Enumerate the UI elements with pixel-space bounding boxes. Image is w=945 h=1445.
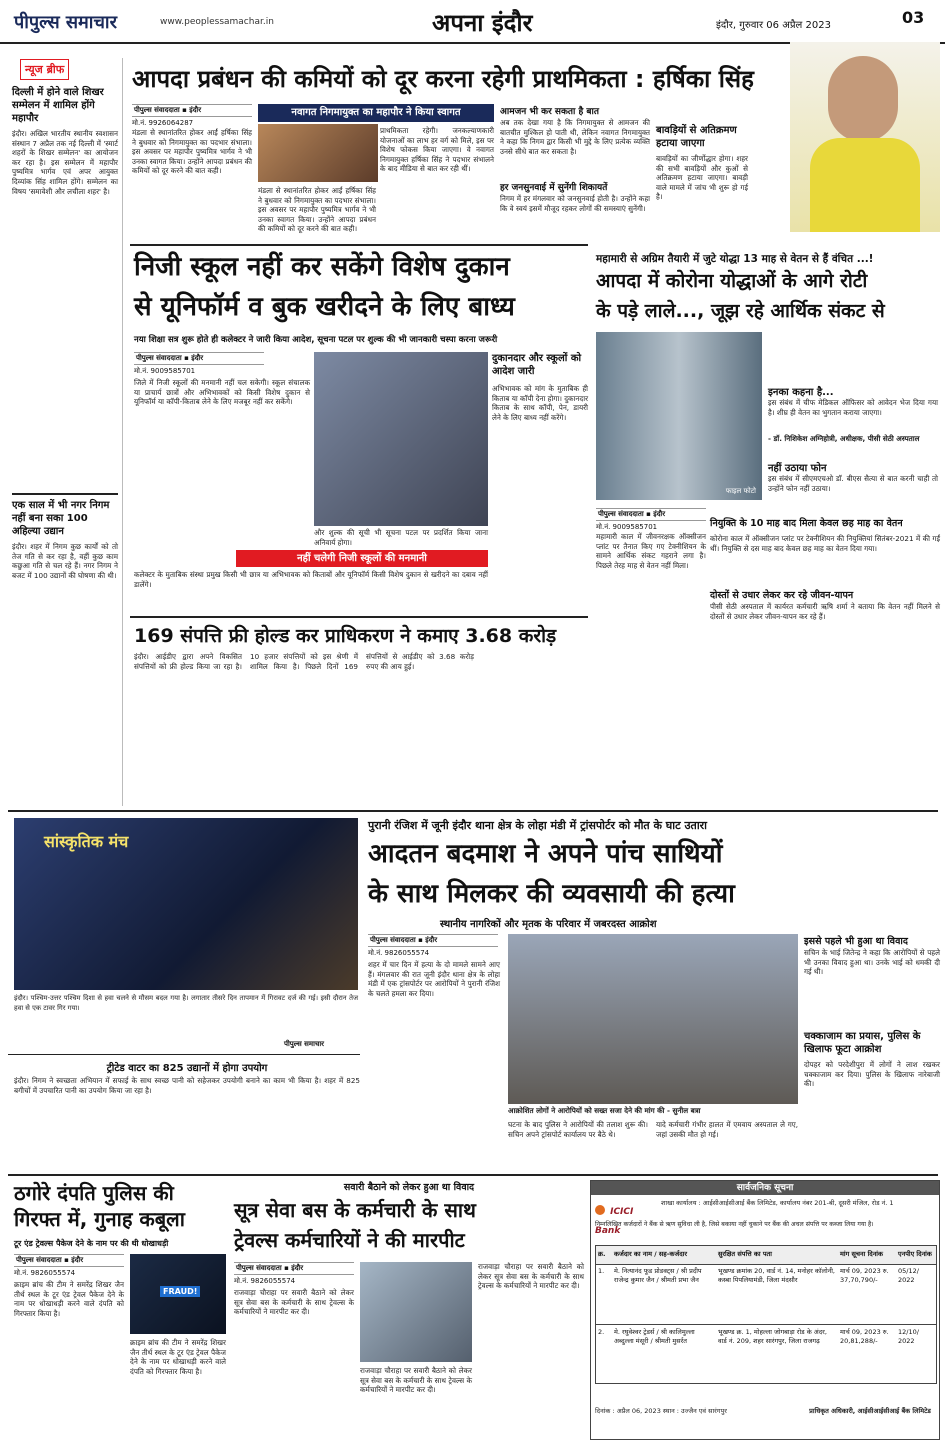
covid-photo-label: फाइल फोटो [725, 487, 756, 495]
bus-kicker: सवारी बैठाने को लेकर हुआ था विवाद [343, 1182, 475, 1193]
brief-2-headline: एक साल में भी नगर निगम नहीं बना सका 100 अहिल्या उद्यान [12, 493, 118, 538]
school-side-head: दुकानदार और स्कूलों को आदेश जारी [492, 353, 582, 377]
brief-2-body: इंदौर। शहर में निगम कुछ कार्यों को तो तेज गति से कर रहा है, वहीं कुछ काम कछुआ गति से चल रहे हैं। नगर निगम ने बजट में 100 उद्यानों की घोषणा की थी। [12, 542, 118, 580]
row-2-no: 2. [598, 1328, 605, 1336]
lead-mobile: मो.नं. 9926064287 [132, 119, 194, 127]
brief-1-headline: दिल्ली में होने वाले शिखर सम्मेलन में शामिल होंगे महापौर [12, 87, 104, 124]
covid-quote-body: इस संबंध में चीफ मेडिकल ऑफिसर को आवेदन भेज दिया गया है। शीघ्र ही वेतन का भुगतान कराया जाएगा। [768, 398, 938, 417]
plant-body: इंदौर। निगम ने स्वच्छता अभियान में सफाई के साथ स्वच्छ पानी को सहेजकर उपयोगी बनाने का काम भी किया है। शहर में 825 बगीचों में उपचारित पानी का उपयोग किया जा रहा है। [14, 1076, 360, 1095]
covid-headline-1: आपदा में कोरोना योद्धाओं के आगे रोटी [596, 270, 868, 292]
thugs-mobile: मो.नं. 9826055574 [14, 1269, 76, 1277]
school-bar-body: कलेक्टर के मुताबिक संस्था प्रमुख किसी भी छात्र या अभिभावक को किताबों और यूनिफॉर्म किसी विशेष दुकान से खरीदने का दबाव नहीं डालेंगे। [134, 570, 488, 589]
thugs-body-2: क्राइम ब्रांच की टीम ने समरेंद्र शिखर जैन तीर्थ स्थल के टूर एंड ट्रेवल पैकेज देने के नाम पर धोखाधड़ी करने वाले दंपति को गिरफ्तार किया है। [130, 1338, 226, 1376]
harshika-portrait [790, 42, 940, 232]
covid-no-call-body: इस संबंध में सीएमएचओ डॉ. बीएस सैत्या से बात करनी चाही तो उन्होंने फोन नहीं उठाया। [768, 474, 938, 493]
row-1-date: मार्च 09, 2023 रु. 37,70,790/- [840, 1267, 889, 1284]
lead-body-1: मंडला से स्थानांतरित होकर आईं हर्षिका सिंह ने बुधवार को निगमायुक्त का पदभार संभाला। इस अवसर पर महापौर पुष्यमित्र भार्गव ने भी उनका स्वागत किया। उन्होंने आपदा प्रबंधन की कमियों को दूर करने की बात कही। [132, 128, 252, 176]
rule-mid [8, 810, 938, 812]
col-date: मांग सूचना दिनांक [840, 1250, 883, 1258]
masthead [0, 0, 945, 44]
dateline: इंदौर, गुरुवार 06 अप्रैल 2023 [716, 20, 831, 31]
crime-photo-caption: आक्रोशित लोगों ने आरोपियों को सख्त सजा देने की मांग की - सुनील बत्रा [508, 1106, 701, 1115]
plant-headline: ट्रीटेड वाटर का 825 उद्यानों में होगा उपयोग [106, 1063, 268, 1074]
thugs-byline-box [14, 1254, 124, 1278]
covid-mobile: मो.नं. 9009585701 [596, 523, 658, 531]
col-no: क्र. [598, 1250, 606, 1258]
crime-side-2-head: चक्काजाम का प्रयास, पुलिस के खिलाफ फूटा आक्रोश [804, 1031, 921, 1055]
school-deck: नया शिक्षा सत्र शुरू होते ही कलेक्टर ने जारी किया आदेश, सूचना पटल पर शुल्क की भी जानकारी चस्पा करना जरूरी [134, 335, 498, 345]
bus-body-2: राजवाड़ा चौराहा पर सवारी बैठाने को लेकर सूत्र सेवा बस के कर्मचारी के साथ ट्रेवल्स के कर्मचारियों ने मारपीट कर दी। [360, 1366, 472, 1395]
covid-sub-1-body: कोरोना काल में ऑक्सीजन प्लांट पर टेक्नीशियन की नियुक्तियां सितंबर-2021 में की गईं थीं। नियुक्ति से दस माह बाद केवल छह माह का वेतन दिया गया। [710, 534, 940, 553]
school-photo-caption: और शुल्क की सूची भी सूचना पटल पर प्रदर्शित किया जाना अनिवार्य होगा। [314, 528, 488, 547]
covid-body: महामारी काल में जीवनरक्षक ऑक्सीजन प्लांट पर तैनात किए गए टेक्नीशियन के सामने आर्थिक संकट गहराने लगा है। पिछले तेरह माह से वेतन नहीं मिला। [596, 532, 706, 570]
public-notice [590, 1180, 940, 1440]
crime-side-body: सचिन के भाई जितेन्द्र ने कहा कि आरोपियों से पहले भी उनका विवाद हुआ था। उनके भाई को धमकी दी गई थी। [804, 948, 940, 977]
covid-sub-2-body: पीसी सेठी अस्पताल में कार्यरत कर्मचारी ऋषि शर्मा ने बताया कि वेतन नहीं मिलने से दोस्तों से उधार लेकर जीवन-यापन कर रहे हैं। [710, 602, 940, 621]
row-2-date: मार्च 09, 2023 रु. 20,81,288/- [840, 1328, 889, 1345]
lead-sidebar-body: बावड़ियों का जीर्णोद्धार होगा। शहर की सभी बावड़ियों और कुओं से अतिक्रमण हटाया जाएगा। बावड़ी वाले मामले में जांच भी शुरू हो गई है। [656, 154, 748, 202]
thugs-photo-label: FRAUD! [160, 1286, 200, 1297]
thugs-headline-2: गिरफ्त में, गुनाह कबूला [14, 1207, 185, 1231]
bus-headline-1: सूत्र सेवा बस के कर्मचारी के साथ [234, 1198, 476, 1222]
col-name: कर्जदार का नाम / सह-कर्जदार [614, 1250, 688, 1258]
school-headline-2: से यूनिफॉर्म व बुक खरीदने के लिए बाध्य [134, 292, 515, 322]
bus-headline-2: ट्रेवल्स कर्मचारियों ने की मारपीट [234, 1228, 465, 1252]
notice-title: सार्वजनिक सूचना [591, 1181, 939, 1195]
rule-bottom [8, 1174, 938, 1176]
table-row [595, 1264, 937, 1325]
notice-footer: दिनांक : अप्रैल 06, 2023 स्थान : उज्जैन एवं सारंगपुर [595, 1407, 727, 1415]
lead-sidebar-head: बावड़ियों से अतिक्रमण हटाया जाएगा [656, 125, 737, 149]
row-1-no: 1. [598, 1267, 605, 1275]
crime-photo [508, 934, 798, 1104]
bus-body-3: राजवाड़ा चौराहा पर सवारी बैठाने को लेकर सूत्र सेवा बस के कर्मचारी के साथ ट्रेवल्स के कर्मचारियों ने मारपीट कर दी। [478, 1262, 584, 1291]
crime-deck: स्थानीय नागरिकों और मृतक के परिवार में जबरदस्त आक्रोश [440, 919, 657, 930]
school-mobile: मो.नं. 9009585701 [134, 367, 196, 375]
school-byline-box [134, 352, 264, 376]
notice-address: शाखा कार्यालय : आईसीआईसीआई बैंक लिमिटेड, कार्यालय नंबर 201-बी, दूसरी मंजिल, रोड नं. 1 [661, 1199, 894, 1207]
table-row [595, 1325, 937, 1384]
feature-photo-title: सांस्कृतिक मंच [44, 832, 129, 851]
lead-sub-2: हर जनसुनवाई में सुनेंगी शिकायतें [500, 183, 608, 193]
covid-byline-box [596, 508, 706, 532]
bus-mobile: मो.नं. 9826055574 [234, 1277, 296, 1285]
notice-table [595, 1245, 935, 1385]
row-2-npa: 12/10/ 2022 [898, 1328, 919, 1345]
row-1-addr: भूखण्ड क्रमांक 20, वार्ड नं. 14, मनोहर कॉलोनी, कस्बा पिपलियामंडी, जिला मंदसौर [718, 1267, 836, 1284]
notice-intro: निम्नलिखित कर्जदारों ने बैंक से ऋण सुविधा ली है, जिसे बकाया नहीं चुकाने पर बैंक की अचल संपत्ति पर कब्जा लिया गया है। [595, 1221, 874, 1228]
covid-kicker: महामारी से अग्रिम तैयारी में जुटे योद्धा 13 माह से वेतन से हैं वंचित ...! [596, 253, 874, 265]
crime-side-2-body: दोपहर को परदेशीपुरा में लोगों ने लाश रखकर चक्काजाम कर दिया। पुलिस के खिलाफ नारेबाजी की। [804, 1060, 940, 1089]
crime-body-3: यादे कर्मचारी गंभीर हालत में एमवाय अस्पताल ले गए, जहां उसकी मौत हो गई। [656, 1120, 798, 1139]
icici-bank-name: ICICI Bank [595, 1207, 634, 1236]
section-title: अपना इंदौर [432, 9, 533, 37]
icici-logo [595, 1199, 655, 1236]
feature-photo [14, 818, 358, 990]
feature-credit: पीपुल्स समाचार [284, 1040, 325, 1048]
covid-quote-head: इनका कहना है... [768, 387, 834, 398]
brief-1-body: इंदौर। अखिल भारतीय स्थानीय स्वशासन संस्थान 7 अप्रैल तक नई दिल्ली में 'स्मार्ट शहरों के शिखर सम्मेलन' का आयोजन कर रहा है। इस सम्मेलन में महापौर पुष्यमित्र भार्गव एवं अपर आयुक्त दिव्यांक सिंह शामिल होंगे। सम्मेलन का विषय 'समावेशी और लचीला शहर' है। [12, 129, 118, 196]
lead-photo-caption: नवागत निगमायुक्त का महापौर ने किया स्वागत [258, 104, 494, 122]
page-number: 03 [902, 8, 925, 27]
lead-sub-1-body: अब तक देखा गया है कि निगमायुक्त से आमजन की बातचीत मुश्किल हो पाती थी, लेकिन नवागत निगमायुक्त ने कहा कि निगम द्वार किसी भी मुद्दे के लिए प्रत्येक व्यक्ति उनसे सीधे बात कर सकता है। [500, 118, 650, 156]
rule-lead [130, 244, 588, 246]
covid-quote-attr: - डॉ. निशिकेश अग्निहोत्री, अधीक्षक, पीसी सेठी अस्पताल [768, 434, 920, 443]
row-1-npa: 05/12/ 2022 [898, 1267, 919, 1284]
bus-body: राजवाड़ा चौराहा पर सवारी बैठाने को लेकर सूत्र सेवा बस के कर्मचारी के साथ ट्रेवल्स के कर्मचारियों ने मारपीट कर दी। [234, 1288, 354, 1317]
crime-side-head: इससे पहले भी हुआ था विवाद [804, 936, 908, 947]
bus-photo [360, 1262, 472, 1362]
bus-byline: पीपुल्स संवाददाता ▪ इंदौर [234, 1262, 354, 1275]
covid-no-call: नहीं उठाया फोन [768, 463, 827, 474]
covid-byline: पीपुल्स संवाददाता ▪ इंदौर [596, 508, 706, 521]
bus-byline-box [234, 1262, 354, 1286]
school-byline: पीपुल्स संवाददाता ▪ इंदौर [134, 352, 264, 365]
website: www.peoplessamachar.in [160, 17, 274, 27]
icici-logo-mark [595, 1205, 605, 1215]
row-2-name: मे. रघुवेश्वर ट्रेडर्स / श्री कालिमुल्ला अब्दुल्ला मंसूरी / श्रीमती मुसर्रत [614, 1328, 695, 1345]
row-1-name: मे. नित्यानंद फूड प्रोडक्ट्स / श्री प्रदीप राजेन्द्र कुमार जैन / श्रीमती प्रभा जैन [614, 1267, 702, 1284]
crime-byline: पीपुल्स संवाददाता ▪ इंदौर [368, 934, 498, 947]
crime-body: शहर में चार दिन में हत्या के दो मामले सामने आए हैं। मंगलवार की रात जूनी इंदौर थाना क्षेत्र के लोहा मंडी में एक ट्रांसपोर्टर पर आरोपियों ने पुरानी रंजिश के चलते हमला कर दिया। [368, 960, 500, 998]
school-photo [314, 352, 488, 526]
lead-byline-box [132, 104, 252, 128]
col-addr: सुरक्षित संपत्ति का पता [718, 1250, 772, 1258]
lead-headline: आपदा प्रबंधन की कमियों को दूर करना रहेगी प्राथमिकता : हर्षिका सिंह [132, 65, 754, 93]
notice-table-header [595, 1245, 937, 1265]
thugs-photo [130, 1254, 226, 1334]
crime-headline-1: आदतन बदमाश ने अपने पांच साथियों [368, 839, 723, 869]
lead-body-3: मंडला से स्थानांतरित होकर आईं हर्षिका सिंह ने बुधवार को निगमायुक्त का पदभार संभाला। इस अवसर पर महापौर पुष्यमित्र भार्गव ने भी उनका स्वागत किया। उन्होंने आपदा प्रबंधन की कमियों को दूर करने की बात कही। [258, 186, 376, 234]
thugs-byline: पीपुल्स संवाददाता ▪ इंदौर [14, 1254, 124, 1267]
crime-byline-box [368, 934, 498, 958]
school-headline-1: निजी स्कूल नहीं कर सकेंगे विशेष दुकान [134, 252, 510, 282]
row-2-addr: भूखण्ड क्र. 1, मोहल्ला जोगबाड़ा रोड के अंदर, वार्ड नं. 209, शहर सारंगपुर, जिला राजगढ़ [718, 1328, 827, 1345]
lead-byline: पीपुल्स संवाददाता ▪ इंदौर [132, 104, 252, 117]
crime-headline-2: के साथ मिलकर की व्यवसायी की हत्या [368, 879, 735, 909]
col-npa: एनपीए दिनांक [898, 1250, 932, 1258]
school-side-body: अभिभावक को मांग के मुताबिक ही किताब या कॉपी देना होगा। दुकानदार किताब के साथ कॉपी, पेन, डायरी लेने के लिए बाध्य नहीं करेंगे। [492, 384, 589, 422]
rule-plant [8, 1054, 360, 1055]
news-brief-label: न्यूज ब्रीफ [20, 59, 69, 80]
notice-signature: प्राधिकृत अधिकारी, आईसीआईसीआई बैंक लिमिटेड [809, 1407, 931, 1415]
thugs-headline-1: ठगोरे दंपति पुलिस की [14, 1181, 174, 1205]
covid-sub-1: नियुक्ति के 10 माह बाद मिला केवल छह माह का वेतन [710, 518, 903, 529]
ida-headline: 169 संपत्ति फ्री होल्ड कर प्राधिकरण ने कमाए 3.68 करोड़ [134, 625, 557, 647]
thugs-body: क्राइम ब्रांच की टीम ने समरेंद्र शिखर जैन तीर्थ स्थल के टूर एंड ट्रेवल पैकेज देने के नाम पर धोखाधड़ी करने वाले दंपति को गिरफ्तार किया है। [14, 1280, 124, 1318]
lead-sub-1: आमजन भी कर सकता है बात [500, 107, 600, 117]
lead-sub-2-body: निगम में हर मंगलवार को जनसुनवाई होती है। उन्होंने कहा कि वे स्वयं इसमें मौजूद रहकर लोगों की समस्याएं सुनेंगी। [500, 194, 650, 213]
rule-school [130, 616, 588, 618]
crime-mobile: मो.नं. 9826055574 [368, 949, 430, 957]
thugs-deck: टूर एंड ट्रेवल्स पैकेज देने के नाम पर की थी धोखाधड़ी [14, 1239, 169, 1248]
lead-body-2: प्राथमिकता रहेगी। जनकल्याणकारी योजनाओं का लाभ हर वर्ग को मिले, इस पर विशेष फोकस किया जाएगा। वे नवागत निगमायुक्त हर्षिका सिंह ने पदभार संभालने के बाद मीडिया से बात कर रही थीं। [380, 126, 494, 174]
news-brief-column [8, 58, 123, 806]
covid-headline-2: के पड़े लाले..., जूझ रहे आर्थिक संकट से [596, 300, 885, 322]
feature-caption: इंदौर। पश्चिम-उत्तर पश्चिम दिशा से हवा चलने से मौसम बदल गया है। लगातार तीसरे दिन तापमान में गिरावट दर्ज की गई। इसी दौरान तेज हवा से एक टावर गिर गया। [14, 994, 358, 1012]
lead-photo [258, 124, 378, 182]
school-body: जिले में निजी स्कूलों की मनमानी नहीं चल सकेगी। स्कूल संचालक या प्राचार्य छात्रों और अभिभावकों को किसी विशेष दुकान से यूनिफॉर्म या कॉपी-किताब लेने के लिए मजबूर नहीं कर सकेंगे। [134, 378, 310, 407]
school-bar: नहीं चलेगी निजी स्कूलों की मनमानी [236, 550, 488, 567]
paper-name: पीपुल्स समाचार [14, 12, 117, 33]
covid-sub-2: दोस्तों से उधार लेकर कर रहे जीवन-यापन [710, 590, 854, 601]
covid-photo [596, 332, 762, 500]
ida-body: इंदौर। आईडीए द्वारा अपने विकसित संपत्तियों को फ्री होल्ड किया जा रहा है। 10 हजार संपत्तियों को इस श्रेणी में शामिल किया है। पिछले दिनों 169 संपत्तियों से आईडीए को 3.68 करोड़ रुपए की आय हुई। [134, 652, 474, 671]
crime-kicker: पुरानी रंजिश में जूनी इंदौर थाना क्षेत्र के लोहा मंडी में ट्रांसपोर्टर को मौत के घाट उतारा [368, 819, 708, 832]
crime-body-2: घटना के बाद पुलिस ने आरोपियों की तलाश शुरू की। सचिन अपने ट्रांसपोर्ट कार्यालय पर बैठे थे। [508, 1120, 648, 1139]
